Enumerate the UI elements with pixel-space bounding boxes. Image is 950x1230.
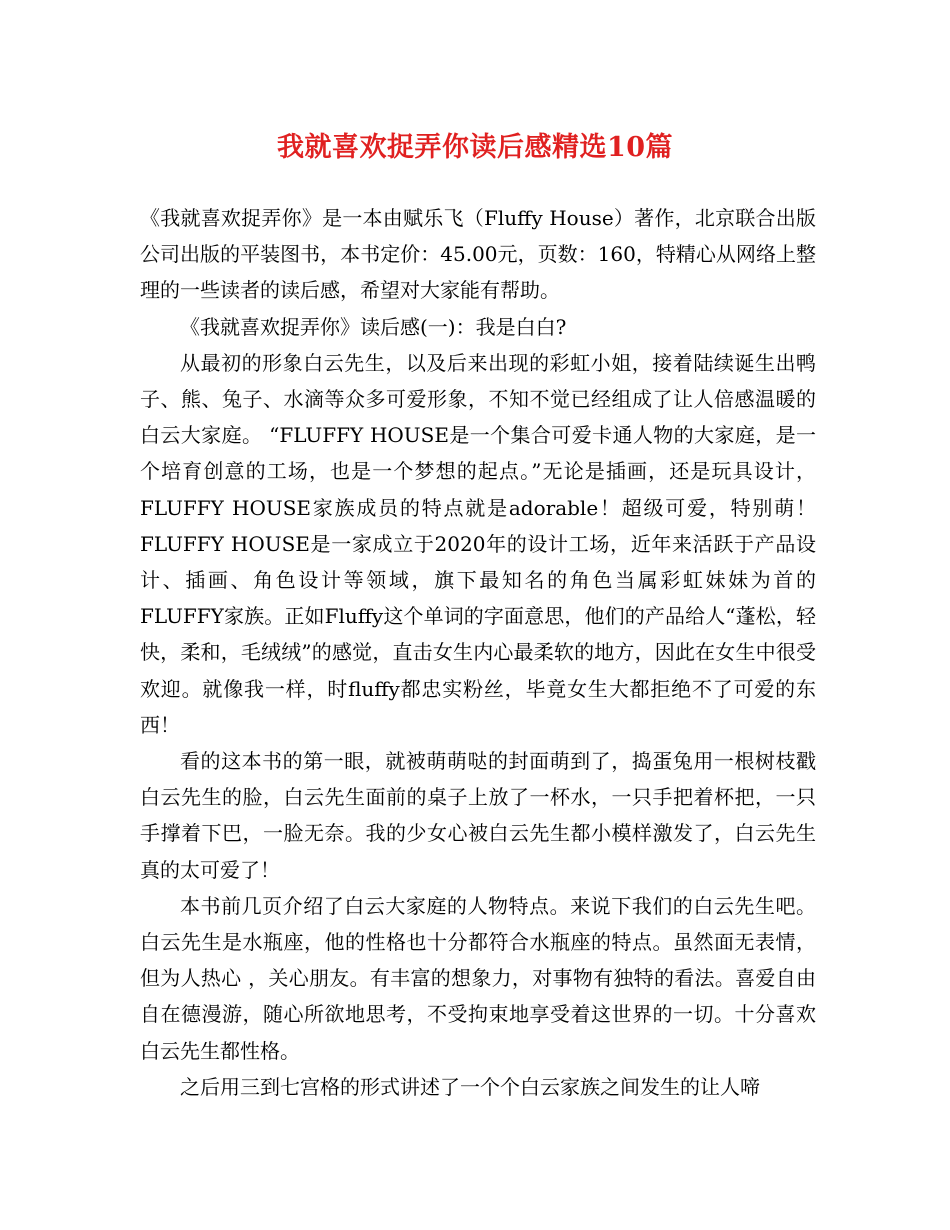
body-paragraph: 之后用三到七宫格的形式讲述了一个个白云家族之间发生的让人啼: [180, 1074, 760, 1099]
section-heading: 《我就喜欢捉弄你》读后感(一)：我是白白?: [180, 314, 567, 339]
document-title: 我就喜欢捉弄你读后感精选10篇: [276, 132, 674, 163]
document-body: [140, 200, 816, 1105]
body-paragraph: 看的这本书的第一眼，就被萌萌哒的封面萌到了，捣蛋兔用一根树枝戳白云先生的脸，白云先生面前的桌子上放了一杯水，一只手把着杯把，一只手撑着下巴，一脸无奈。我的少女心被白云先生都小模样激发了，白云先生真的太可爱了！: [140, 749, 816, 882]
intro-paragraph: 《我就喜欢捉弄你》是一本由赋乐飞（Fluffy House）著作，北京联合出版公司出版的平装图书，本书定价：45.00元，页数：160，特精心从网络上整理的一些读者的读后感，希望对大家能有帮助。: [140, 206, 816, 303]
body-paragraph: 本书前几页介绍了白云大家庭的人物特点。来说下我们的白云先生吧。白云先生是水瓶座，他的性格也十分都符合水瓶座的特点。虽然面无表情，但为人热心 ，关心朋友。有丰富的想象力，对事物有独特的看法。喜爱自由自在德漫游，随心所欲地思考，不受拘束地享受着这世界的一切。十分喜欢白云先生都性格。: [140, 893, 816, 1063]
body-paragraph: 从最初的形象白云先生，以及后来出现的彩虹小姐，接着陆续诞生出鸭子、熊、兔子、水滴等众多可爱形象，不知不觉已经组成了让人倍感温暖的白云大家庭。 “FLUFFY HOUSE是一个集合可爱卡通人物的大家庭，是一个培育创意的工场，也是一个梦想的起点。”无论是插画，还是玩具设计，FLUFFY HOUSE家族成员的特点就是adorable！超级可爱，特别萌！ FLUFFY HOUSE是一家成立于2020年的设计工场，近年来活跃于产品设计、插画、角色设计等领域，旗下最知名的角色当属彩虹妹妹为首的FLUFFY家族。正如Fluffy这个单词的字面意思，他们的产品给人“蓬松，轻快，柔和，毛绒绒”的感觉，直击女生内心最柔软的地方，因此在女生中很受欢迎。就像我一样，时fluffy都忠实粉丝，毕竟女生大都拒绝不了可爱的东西！: [140, 350, 816, 737]
